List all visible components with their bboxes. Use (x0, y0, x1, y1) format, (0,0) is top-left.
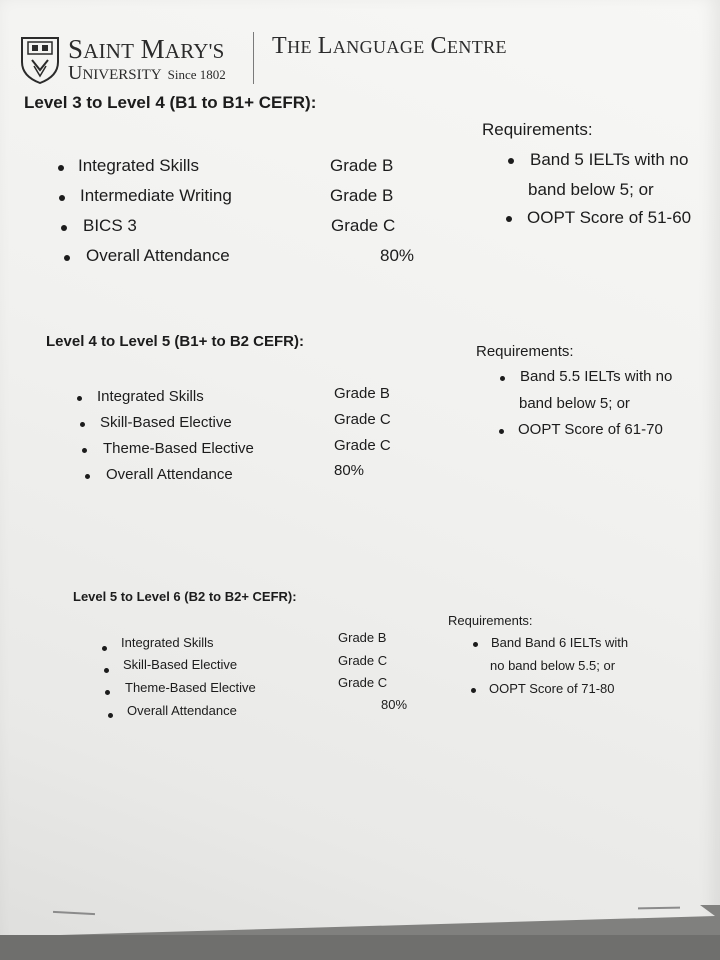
bullet (105, 690, 110, 695)
bullet (82, 448, 87, 453)
bullet (500, 376, 505, 381)
section-title: Level 5 to Level 6 (B2 to B2+ CEFR): (73, 589, 297, 604)
requirement-line: band below 5; or (528, 180, 654, 199)
requirement-line: Band Band 6 IELTs with (491, 635, 629, 650)
bullet (59, 195, 65, 201)
bullet (471, 688, 476, 693)
course-name: Theme-Based Elective (125, 680, 256, 695)
bullet (102, 646, 107, 651)
course-grade: 80% (381, 697, 408, 712)
requirements-label: Requirements: (476, 343, 574, 360)
bullet (108, 713, 113, 718)
course-grade: Grade B (334, 385, 390, 402)
requirement-line: OOPT Score of 71-80 (489, 681, 615, 696)
course-name: Skill-Based Elective (123, 657, 238, 672)
university-crest-icon (20, 36, 60, 84)
course-grade: 80% (334, 462, 365, 479)
requirements-label: Requirements: (448, 613, 533, 628)
course-name: Overall Attendance (86, 246, 230, 265)
requirement-line: Band 5 IELTs with no (530, 150, 689, 169)
bullet (77, 396, 82, 401)
course-name: Overall Attendance (106, 466, 233, 483)
course-grade: Grade B (338, 630, 387, 645)
course-name: Skill-Based Elective (100, 414, 232, 431)
board-frame (0, 935, 720, 960)
bullet (80, 422, 85, 427)
course-grade: Grade B (330, 156, 394, 175)
university-name-line2: UNIVERSITY (68, 62, 162, 84)
requirement-line: OOPT Score of 61-70 (518, 421, 663, 438)
course-name: Integrated Skills (121, 635, 214, 650)
header-divider (253, 32, 254, 84)
course-name: Integrated Skills (78, 156, 199, 175)
requirement-line: OOPT Score of 51-60 (527, 208, 692, 227)
course-grade: Grade C (338, 653, 388, 668)
bullet (58, 165, 64, 171)
course-grade: 80% (380, 246, 415, 265)
bullet (64, 255, 70, 261)
bullet (104, 668, 109, 673)
bullet (85, 474, 90, 479)
bullet (508, 158, 514, 164)
bullet (506, 216, 512, 222)
requirements-label: Requirements: (482, 120, 593, 139)
course-name: Overall Attendance (127, 703, 237, 718)
section-title: Level 4 to Level 5 (B1+ to B2 CEFR): (46, 333, 304, 350)
course-name: Integrated Skills (97, 388, 204, 405)
bullet (499, 429, 504, 434)
course-grade: Grade B (330, 186, 394, 205)
course-grade: Grade C (334, 411, 391, 428)
since-year: Since 1802 (167, 67, 226, 82)
course-name: Intermediate Writing (80, 186, 232, 205)
section-title: Level 3 to Level 4 (B1 to B1+ CEFR): (24, 93, 317, 112)
course-grade: Grade C (331, 216, 396, 235)
course-name: BICS 3 (83, 216, 137, 235)
bullet (473, 642, 478, 647)
requirement-line: band below 5; or (519, 395, 630, 412)
university-name: SAINT MARY'S (68, 34, 225, 64)
course-grade: Grade C (338, 675, 388, 690)
course-grade: Grade C (334, 437, 391, 454)
bullet (61, 225, 67, 231)
course-name: Theme-Based Elective (103, 440, 254, 457)
requirement-line: Band 5.5 IELTs with no (520, 368, 673, 385)
requirement-line: no band below 5.5; or (490, 658, 616, 673)
centre-name: THE LANGUAGE CENTRE (272, 33, 507, 59)
